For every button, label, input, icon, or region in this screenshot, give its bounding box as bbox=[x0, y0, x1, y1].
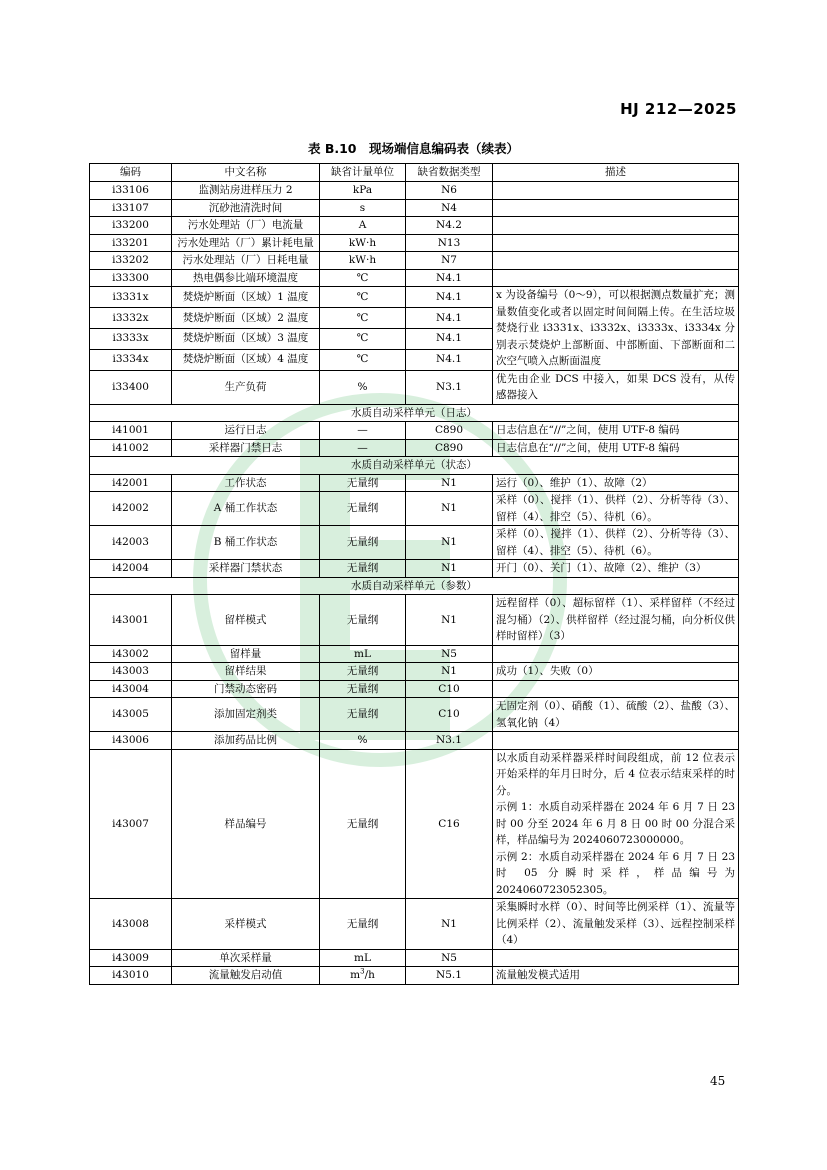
cell-unit: ℃ bbox=[320, 287, 406, 308]
cell-name: 添加固定剂类 bbox=[172, 698, 320, 732]
cell-type: N1 bbox=[406, 595, 493, 646]
cell-code: i33300 bbox=[90, 269, 172, 287]
desc-example-2: 示例 2：水质自动采样器在 2024 年 6 月 7 日 23 时 05 分瞬时采样，样品编号为 2024060723052305。 bbox=[496, 850, 735, 896]
cell-code: i43005 bbox=[90, 698, 172, 732]
cell-desc: x 为设备编号（0～9），可以根据测点数量扩充；测量数值变化或者以固定时间间隔上传。在生活垃圾焚烧行业 i3331x、i3332x、i3333x、i3334x 分别表示焚烧炉上部断面、中部断面、下部断面和二次空气喷入点断面温度 bbox=[493, 287, 739, 371]
cell-code: i33400 bbox=[90, 370, 172, 404]
cell-type: N3.1 bbox=[406, 370, 493, 404]
cell-desc: 开门（0）、关门（1）、故障（2）、维护（3） bbox=[493, 560, 739, 578]
cell-type: C16 bbox=[406, 749, 493, 899]
cell-unit: ℃ bbox=[320, 307, 406, 328]
cell-name: 留样模式 bbox=[172, 595, 320, 646]
cell-type: N1 bbox=[406, 492, 493, 526]
table-row bbox=[90, 287, 739, 308]
section-title: 水质自动采样单元（状态） bbox=[90, 457, 739, 475]
cell-desc: 成功（1）、失败（0） bbox=[493, 663, 739, 681]
cell-code: i43006 bbox=[90, 732, 172, 750]
col-header-desc: 描述 bbox=[493, 164, 739, 182]
cell-name: 采样器门禁状态 bbox=[172, 560, 320, 578]
encoding-table bbox=[89, 163, 739, 985]
cell-desc: 优先由企业 DCS 中接入，如果 DCS 没有，从传感器接入 bbox=[493, 370, 739, 404]
cell-name: 污水处理站（厂）日耗电量 bbox=[172, 252, 320, 270]
table-row bbox=[90, 663, 739, 681]
table-row bbox=[90, 645, 739, 663]
cell-name: 污水处理站（厂）累计耗电量 bbox=[172, 234, 320, 252]
unit-tail: /h bbox=[364, 969, 375, 981]
cell-type: N1 bbox=[406, 526, 493, 560]
cell-desc bbox=[493, 199, 739, 217]
cell-name: A 桶工作状态 bbox=[172, 492, 320, 526]
cell-name: 热电偶参比端环境温度 bbox=[172, 269, 320, 287]
cell-unit: 无量纲 bbox=[320, 698, 406, 732]
cell-desc: 远程留样（0）、超标留样（1）、采样留样（不经过混匀桶）（2）、供样留样（经过混匀桶，向分析仪供样时留样）（3） bbox=[493, 595, 739, 646]
cell-unit: mL bbox=[320, 645, 406, 663]
table-row bbox=[90, 560, 739, 578]
col-header-code: 编码 bbox=[90, 164, 172, 182]
cell-name: 焚烧炉断面（区域）4 温度 bbox=[172, 349, 320, 370]
cell-name: 监测站房进样压力 2 bbox=[172, 182, 320, 200]
cell-name: 流量触发启动值 bbox=[172, 967, 320, 985]
cell-unit: % bbox=[320, 370, 406, 404]
cell-unit: 无量纲 bbox=[320, 560, 406, 578]
cell-desc bbox=[493, 680, 739, 698]
table-row bbox=[90, 698, 739, 732]
cell-name: 污水处理站（厂）电流量 bbox=[172, 217, 320, 235]
cell-type: N4.1 bbox=[406, 307, 493, 328]
cell-desc bbox=[493, 217, 739, 235]
cell-desc bbox=[493, 182, 739, 200]
cell-code: i43001 bbox=[90, 595, 172, 646]
desc-example-1: 示例 1：水质自动采样器在 2024 年 6 月 7 日 23 时 00 分至 2024 年 6 月 8 日 00 时 00 分混合采样，样品编号为 2024060723000000。 bbox=[496, 801, 735, 846]
cell-type: N7 bbox=[406, 252, 493, 270]
cell-type: N5 bbox=[406, 645, 493, 663]
table-row bbox=[90, 199, 739, 217]
cell-desc: 采样（0）、搅拌（1）、供样（2）、分析等待（3）、留样（4）、排空（5）、待机（6）。 bbox=[493, 526, 739, 560]
cell-unit: ℃ bbox=[320, 269, 406, 287]
cell-name: 运行日志 bbox=[172, 422, 320, 440]
cell-type: N1 bbox=[406, 474, 493, 492]
cell-name: 生产负荷 bbox=[172, 370, 320, 404]
cell-unit: 无量纲 bbox=[320, 595, 406, 646]
table-row bbox=[90, 492, 739, 526]
cell-unit: A bbox=[320, 217, 406, 235]
table-row bbox=[90, 182, 739, 200]
cell-code: i43007 bbox=[90, 749, 172, 899]
col-header-name: 中文名称 bbox=[172, 164, 320, 182]
table-row bbox=[90, 595, 739, 646]
cell-type: N1 bbox=[406, 560, 493, 578]
cell-code: i43002 bbox=[90, 645, 172, 663]
cell-unit: — bbox=[320, 439, 406, 457]
cell-code: i41001 bbox=[90, 422, 172, 440]
cell-name: 采样模式 bbox=[172, 899, 320, 950]
cell-desc bbox=[493, 252, 739, 270]
table-row bbox=[90, 680, 739, 698]
cell-unit: ℃ bbox=[320, 349, 406, 370]
table-row bbox=[90, 234, 739, 252]
cell-unit: 无量纲 bbox=[320, 492, 406, 526]
cell-desc bbox=[493, 234, 739, 252]
cell-type: C10 bbox=[406, 680, 493, 698]
cell-type: N1 bbox=[406, 899, 493, 950]
table-row bbox=[90, 217, 739, 235]
cell-type: N13 bbox=[406, 234, 493, 252]
cell-type: C890 bbox=[406, 439, 493, 457]
cell-desc bbox=[493, 269, 739, 287]
cell-name: 留样结果 bbox=[172, 663, 320, 681]
cell-code: i43010 bbox=[90, 967, 172, 985]
cell-desc: 流量触发模式适用 bbox=[493, 967, 739, 985]
cell-type: N4 bbox=[406, 199, 493, 217]
table-row bbox=[90, 967, 739, 985]
table-row bbox=[90, 422, 739, 440]
cell-name: 采样器门禁日志 bbox=[172, 439, 320, 457]
cell-code: i33107 bbox=[90, 199, 172, 217]
cell-unit bbox=[320, 967, 406, 985]
table-row bbox=[90, 269, 739, 287]
cell-code: i42004 bbox=[90, 560, 172, 578]
cell-type: N5 bbox=[406, 949, 493, 967]
cell-unit: — bbox=[320, 422, 406, 440]
cell-code: i43004 bbox=[90, 680, 172, 698]
cell-code: i33202 bbox=[90, 252, 172, 270]
cell-unit: 无量纲 bbox=[320, 663, 406, 681]
cell-name: 焚烧炉断面（区域）3 温度 bbox=[172, 328, 320, 349]
cell-name: 工作状态 bbox=[172, 474, 320, 492]
cell-desc: 日志信息在“//”之间，使用 UTF-8 编码 bbox=[493, 439, 739, 457]
section-title: 水质自动采样单元（日志） bbox=[90, 404, 739, 422]
cell-unit: 无量纲 bbox=[320, 899, 406, 950]
cell-desc bbox=[493, 645, 739, 663]
cell-type: N4.1 bbox=[406, 328, 493, 349]
cell-desc: 运行（0）、维护（1）、故障（2） bbox=[493, 474, 739, 492]
cell-code: i42003 bbox=[90, 526, 172, 560]
unit-base: m bbox=[350, 969, 361, 981]
cell-code: i42002 bbox=[90, 492, 172, 526]
cell-code: i43003 bbox=[90, 663, 172, 681]
section-title: 水质自动采样单元（参数） bbox=[90, 577, 739, 595]
table-row bbox=[90, 899, 739, 950]
cell-code: i3333x bbox=[90, 328, 172, 349]
cell-type: N4.1 bbox=[406, 287, 493, 308]
cell-unit: mL bbox=[320, 949, 406, 967]
cell-code: i33106 bbox=[90, 182, 172, 200]
desc-paragraph: 以水质自动采样器采样时间段组成，前 12 位表示开始采样的年月日时分，后 4 位表示结束采样的时分。 bbox=[496, 751, 735, 797]
table-title: 表 B.10 现场端信息编码表（续表） bbox=[307, 141, 520, 156]
cell-name: 留样量 bbox=[172, 645, 320, 663]
cell-desc: 无固定剂（0）、硝酸（1）、硫酸（2）、盐酸（3）、氢氧化钠（4） bbox=[493, 698, 739, 732]
cell-desc: 日志信息在“//”之间，使用 UTF-8 编码 bbox=[493, 422, 739, 440]
cell-name: 焚烧炉断面（区域）2 温度 bbox=[172, 307, 320, 328]
table-row bbox=[90, 732, 739, 750]
cell-desc: 采样（0）、搅拌（1）、供样（2）、分析等待（3）、留样（4）、排空（5）、待机（6）。 bbox=[493, 492, 739, 526]
cell-type: N1 bbox=[406, 663, 493, 681]
cell-code: i42001 bbox=[90, 474, 172, 492]
cell-type: N3.1 bbox=[406, 732, 493, 750]
cell-name: 添加药品比例 bbox=[172, 732, 320, 750]
cell-code: i43008 bbox=[90, 899, 172, 950]
cell-unit: ℃ bbox=[320, 328, 406, 349]
cell-name: 样品编号 bbox=[172, 749, 320, 899]
section-row bbox=[90, 577, 739, 595]
cell-name: B 桶工作状态 bbox=[172, 526, 320, 560]
cell-type: N6 bbox=[406, 182, 493, 200]
cell-code: i3331x bbox=[90, 287, 172, 308]
cell-unit: kW·h bbox=[320, 252, 406, 270]
cell-desc bbox=[493, 732, 739, 750]
cell-name: 单次采样量 bbox=[172, 949, 320, 967]
table-row bbox=[90, 526, 739, 560]
cell-unit: s bbox=[320, 199, 406, 217]
cell-type: N4.1 bbox=[406, 349, 493, 370]
table-row bbox=[90, 252, 739, 270]
cell-name: 沉砂池清洗时间 bbox=[172, 199, 320, 217]
cell-name: 门禁动态密码 bbox=[172, 680, 320, 698]
cell-code: i43009 bbox=[90, 949, 172, 967]
cell-desc: 采集瞬时水样（0）、时间等比例采样（1）、流量等比例采样（2）、流量触发采样（3）、远程控制采样（4） bbox=[493, 899, 739, 950]
cell-unit: kW·h bbox=[320, 234, 406, 252]
cell-name: 焚烧炉断面（区域）1 温度 bbox=[172, 287, 320, 308]
cell-type: N4.2 bbox=[406, 217, 493, 235]
cell-code: i41002 bbox=[90, 439, 172, 457]
cell-code: i33200 bbox=[90, 217, 172, 235]
table-row bbox=[90, 370, 739, 404]
cell-type: C10 bbox=[406, 698, 493, 732]
cell-code: i3332x bbox=[90, 307, 172, 328]
cell-desc bbox=[493, 749, 739, 899]
standard-number: HJ 212—2025 bbox=[620, 100, 737, 118]
section-row bbox=[90, 404, 739, 422]
table-row bbox=[90, 439, 739, 457]
page-number: 45 bbox=[710, 1074, 726, 1088]
col-header-type: 缺省数据类型 bbox=[406, 164, 493, 182]
cell-unit: 无量纲 bbox=[320, 474, 406, 492]
cell-code: i3334x bbox=[90, 349, 172, 370]
cell-unit: % bbox=[320, 732, 406, 750]
section-row bbox=[90, 457, 739, 475]
cell-unit: 无量纲 bbox=[320, 526, 406, 560]
table-row bbox=[90, 474, 739, 492]
table-header-row bbox=[90, 164, 739, 182]
cell-desc bbox=[493, 949, 739, 967]
cell-type: N5.1 bbox=[406, 967, 493, 985]
table-row bbox=[90, 749, 739, 899]
cell-unit: kPa bbox=[320, 182, 406, 200]
cell-type: C890 bbox=[406, 422, 493, 440]
cell-type: N4.1 bbox=[406, 269, 493, 287]
cell-unit: 无量纲 bbox=[320, 749, 406, 899]
table-row bbox=[90, 949, 739, 967]
col-header-unit: 缺省计量单位 bbox=[320, 164, 406, 182]
cell-code: i33201 bbox=[90, 234, 172, 252]
unit-superscript: 3 bbox=[360, 967, 365, 976]
cell-unit: 无量纲 bbox=[320, 680, 406, 698]
